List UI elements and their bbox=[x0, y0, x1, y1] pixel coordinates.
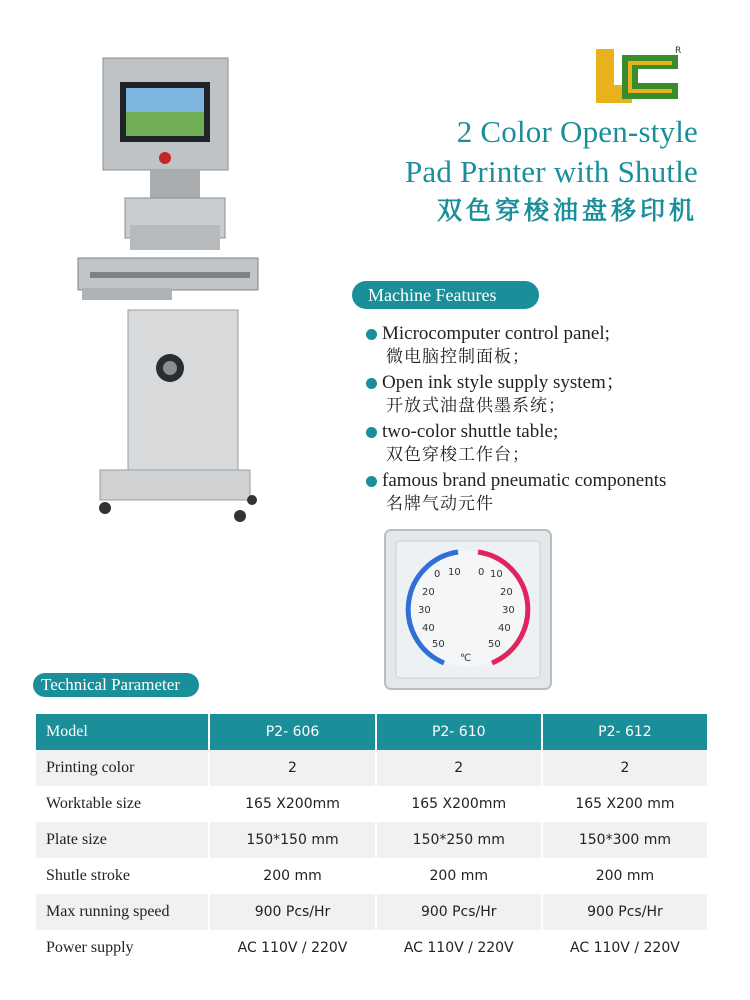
row-label: Shutle stroke bbox=[36, 858, 209, 894]
table-cell: 150*300 mm bbox=[542, 822, 707, 858]
table-cell: 150*250 mm bbox=[376, 822, 542, 858]
table-row bbox=[36, 930, 707, 966]
technical-parameter-table bbox=[36, 714, 707, 966]
row-label: Power supply bbox=[36, 930, 209, 966]
registered-mark: R bbox=[675, 46, 682, 56]
table-cell: 2 bbox=[542, 750, 707, 786]
right-tick-label: 0 bbox=[478, 567, 485, 578]
right-tick-label: 50 bbox=[488, 639, 501, 650]
table-cell: 2 bbox=[376, 750, 542, 786]
feature-en: Open ink style supply system； bbox=[382, 372, 625, 393]
feature-zh: 双色穿梭工作台； bbox=[386, 445, 530, 465]
feature-zh: 开放式油盘供墨系统； bbox=[386, 396, 566, 416]
table-row bbox=[36, 786, 707, 822]
feature-en: two-color shuttle table; bbox=[382, 421, 559, 442]
table-cell: 150*150 mm bbox=[209, 822, 375, 858]
left-tick-label: 0 bbox=[434, 569, 441, 580]
feature-en: Microcomputer control panel; bbox=[382, 323, 610, 344]
table-row bbox=[36, 894, 707, 930]
feature-zh: 微电脑控制面板； bbox=[386, 347, 530, 367]
table-cell: 900 Pcs/Hr bbox=[542, 894, 707, 930]
column-header: P2- 612 bbox=[542, 714, 707, 750]
right-tick-label: 30 bbox=[502, 605, 515, 616]
table-row bbox=[36, 750, 707, 786]
feature-item bbox=[366, 469, 736, 515]
right-tick-label: 40 bbox=[498, 623, 511, 634]
table-row bbox=[36, 858, 707, 894]
table-cell: AC 110V / 220V bbox=[209, 930, 375, 966]
column-header: P2- 606 bbox=[209, 714, 375, 750]
title-line-2: Pad Printer with Shutle bbox=[404, 154, 698, 189]
title-line-chinese: 双色穿梭油盘移印机 bbox=[436, 196, 698, 225]
table-row bbox=[36, 822, 707, 858]
bullet-icon bbox=[366, 427, 377, 438]
left-tick-label: 50 bbox=[432, 639, 445, 650]
column-header: P2- 610 bbox=[376, 714, 542, 750]
row-label: Plate size bbox=[36, 822, 209, 858]
table-cell: 165 X200mm bbox=[376, 786, 542, 822]
feature-en: famous brand pneumatic components bbox=[382, 470, 667, 491]
feature-item bbox=[366, 322, 736, 368]
row-label: Max running speed bbox=[36, 894, 209, 930]
left-tick-label: 40 bbox=[422, 623, 435, 634]
right-tick-label: 10 bbox=[490, 569, 503, 580]
bullet-icon bbox=[366, 378, 377, 389]
feature-item bbox=[366, 371, 736, 417]
table-cell: 900 Pcs/Hr bbox=[209, 894, 375, 930]
table-cell: 900 Pcs/Hr bbox=[376, 894, 542, 930]
bullet-icon bbox=[366, 329, 377, 340]
product-title bbox=[405, 112, 698, 228]
feature-item bbox=[366, 420, 736, 466]
bullet-icon bbox=[366, 476, 377, 487]
brand-logo bbox=[592, 45, 684, 107]
left-tick-label: 10 bbox=[448, 567, 461, 578]
table-cell: 165 X200 mm bbox=[542, 786, 707, 822]
left-tick-label: 30 bbox=[418, 605, 431, 616]
feature-zh: 名牌气动元件 bbox=[386, 494, 494, 514]
unit-label: ℃ bbox=[460, 653, 472, 664]
machine-features-heading: Machine Features bbox=[352, 281, 539, 309]
table-cell: 200 mm bbox=[376, 858, 542, 894]
table-cell: 200 mm bbox=[542, 858, 707, 894]
table-cell: 165 X200mm bbox=[209, 786, 375, 822]
technical-parameter-heading: Technical Parameter bbox=[33, 673, 199, 697]
table-cell: AC 110V / 220V bbox=[376, 930, 542, 966]
row-label: Printing color bbox=[36, 750, 209, 786]
features-list bbox=[366, 322, 736, 518]
table-cell: AC 110V / 220V bbox=[542, 930, 707, 966]
right-tick-label: 20 bbox=[500, 587, 513, 598]
title-line-1: 2 Color Open-style bbox=[456, 114, 698, 149]
left-tick-label: 20 bbox=[422, 587, 435, 598]
row-label: Worktable size bbox=[36, 786, 209, 822]
table-header-row bbox=[36, 714, 707, 750]
table-cell: 200 mm bbox=[209, 858, 375, 894]
machine-photo bbox=[70, 50, 270, 530]
table-cell: 2 bbox=[209, 750, 375, 786]
thermometer-sample bbox=[382, 527, 554, 692]
column-header: Model bbox=[36, 714, 209, 750]
